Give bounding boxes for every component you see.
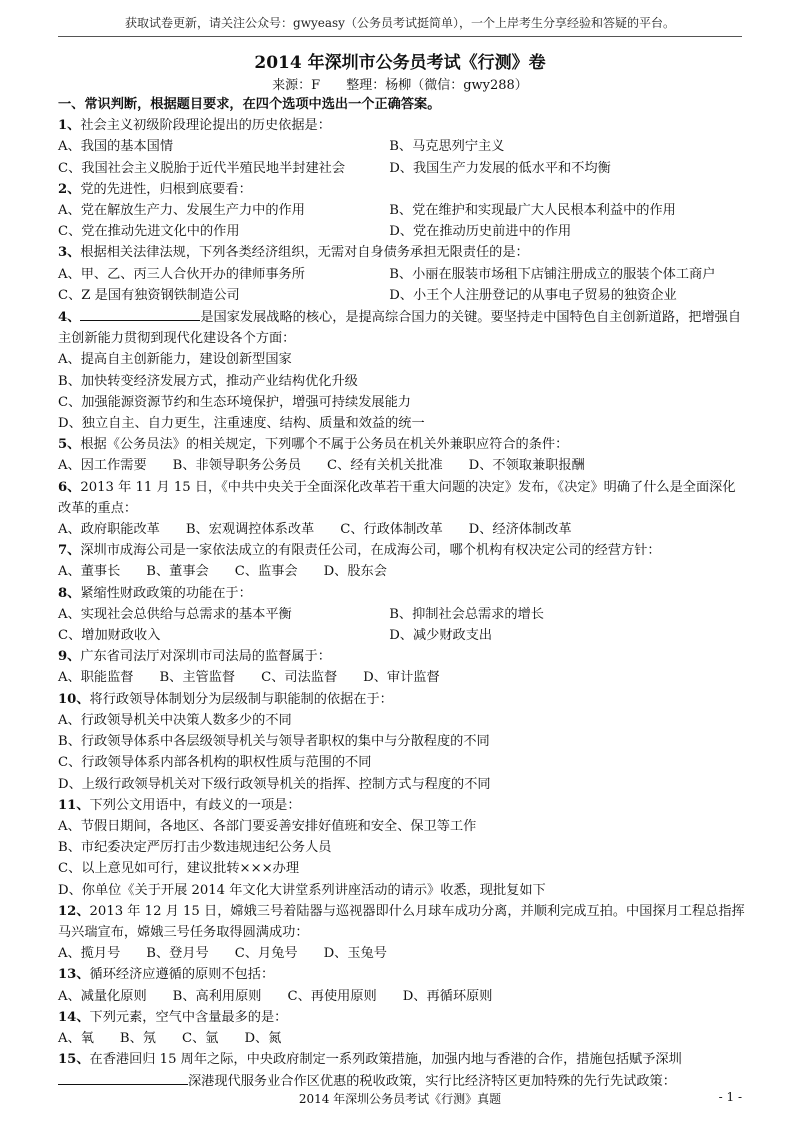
question-4 xyxy=(58,306,748,434)
answer-option: B、小丽在服装市场租下店铺注册成立的服装个体工商户 xyxy=(389,266,716,282)
question-stem xyxy=(58,1049,748,1092)
question-number: 4、 xyxy=(58,310,81,326)
question-number: 13、 xyxy=(58,967,90,983)
fill-blank xyxy=(58,1070,188,1085)
question-stem xyxy=(58,179,748,200)
question-number: 9、 xyxy=(58,649,81,665)
question-3 xyxy=(58,242,748,306)
question-text: 下列元素，空气中含量最多的是： xyxy=(89,1009,288,1025)
question-2 xyxy=(58,179,748,243)
option-list xyxy=(58,136,748,178)
answer-option: A、职能监督 xyxy=(58,670,134,686)
option-list xyxy=(58,349,748,434)
question-number: 7、 xyxy=(58,543,81,559)
answer-option: D、股东会 xyxy=(323,564,387,580)
question-text: 循环经济应遵循的原则不包括： xyxy=(89,967,275,983)
question-number: 1、 xyxy=(58,118,81,134)
question-number: 6、 xyxy=(58,479,81,495)
answer-option: A、实现社会总供给与总需求的基本平衡 xyxy=(58,606,292,622)
question-number: 10、 xyxy=(58,691,90,707)
question-stem xyxy=(58,901,748,943)
answer-option: C、监事会 xyxy=(234,564,298,580)
question-number: 14、 xyxy=(58,1009,90,1025)
answer-option: B、非领导职务公务员 xyxy=(172,458,302,474)
answer-option: D、小王个人注册登记的从事电子贸易的独资企业 xyxy=(389,287,677,303)
answer-option: D、我国生产力发展的低水平和不均衡 xyxy=(389,160,611,176)
option-list xyxy=(58,986,748,1007)
answer-option: D、独立自主、自力更生，注重速度、结构、质量和效益的统一 xyxy=(58,416,425,432)
answer-option: C、党在推动先进文化中的作用 xyxy=(58,224,240,240)
answer-option: D、你单位《关于开展 2014 年文化大讲堂系列讲座活动的请示》收悉，现批复如下 xyxy=(58,882,546,898)
question-stem xyxy=(58,583,748,604)
question-number: 11、 xyxy=(58,797,90,813)
answer-option: B、加快转变经济发展方式，推动产业结构优化升级 xyxy=(58,373,358,389)
option-list xyxy=(58,519,748,540)
answer-option: A、节假日期间，各地区、各部门要妥善安排好值班和安全、保卫等工作 xyxy=(58,818,477,834)
answer-option: C、加强能源资源节约和生态环境保护，增强可持续发展能力 xyxy=(58,394,411,410)
question-15 xyxy=(58,1049,748,1092)
question-text: 广东省司法厅对深圳市司法局的监督属于： xyxy=(80,649,331,665)
answer-option: C、Z 是国有独资钢铁制造公司 xyxy=(58,287,240,303)
question-list xyxy=(58,115,748,1092)
answer-option: D、氮 xyxy=(244,1030,282,1046)
question-text-continued: 深港现代服务业合作区优惠的税收政策，实行比经济特区更加特殊的先行先试政策： xyxy=(188,1074,676,1090)
question-stem xyxy=(58,540,748,561)
answer-option: A、董事长 xyxy=(58,564,121,580)
option-list xyxy=(58,455,748,476)
top-notice: 获取试卷更新，请关注公众号：gwyeasy（公务员考试挺简单），一个上岸考生分享经验和答疑的平台。 xyxy=(125,16,675,30)
section-heading: 一、常识判断，根据题目要求，在四个选项中选出一个正确答案。 xyxy=(58,97,441,112)
answer-option: A、因工作需要 xyxy=(58,458,147,474)
question-text: 在香港回归 15 周年之际，中央政府制定一系列政策措施，加强内地与香港的合作，措施包括赋予深圳 xyxy=(89,1052,682,1068)
answer-option: A、甲、乙、丙三人合伙开办的律师事务所 xyxy=(58,266,305,282)
answer-option: C、以上意见如可行，建议批转×××办理 xyxy=(58,861,300,877)
answer-option: B、氖 xyxy=(119,1030,156,1046)
question-13 xyxy=(58,964,748,1006)
answer-option: B、马克思列宁主义 xyxy=(389,139,505,155)
question-number: 3、 xyxy=(58,245,81,261)
question-number: 12、 xyxy=(58,903,90,919)
question-stem xyxy=(58,646,748,667)
question-6 xyxy=(58,477,748,541)
option-list xyxy=(58,604,748,646)
answer-option: C、增加财政收入 xyxy=(58,628,161,644)
question-text: 2013 年 11 月 15 日，《中共中央关于全面深化改革若干重大问题的决定》发布，《决定》明确了什么是全面深化改革的重点： xyxy=(58,479,736,516)
answer-option: C、我国社会主义脱胎于近代半殖民地半封建社会 xyxy=(58,160,346,176)
question-number: 8、 xyxy=(58,585,81,601)
question-text: 紧缩性财政政策的功能在于： xyxy=(80,585,252,601)
answer-option: D、再循环原则 xyxy=(402,988,493,1004)
question-text: 根据相关法律法规，下列各类经济组织，无需对自身债务承担无限责任的是： xyxy=(80,245,529,261)
answer-option: D、减少财政支出 xyxy=(389,628,493,644)
answer-option: A、政府职能改革 xyxy=(58,522,160,538)
answer-option: D、经济体制改革 xyxy=(468,522,572,538)
question-text: 是国家发展战略的核心，是提高综合国力的关键。要坚持走中国特色自主创新道路，把增强自主创新能力贯彻到现代化建设各个方面： xyxy=(58,310,742,347)
option-list xyxy=(58,710,748,795)
question-5 xyxy=(58,434,748,476)
question-10 xyxy=(58,689,748,795)
page-number: - 1 - xyxy=(718,1090,742,1104)
question-7 xyxy=(58,540,748,582)
answer-option: B、抑制社会总需求的增长 xyxy=(389,606,544,622)
question-stem xyxy=(58,964,748,985)
question-12 xyxy=(58,901,748,965)
question-11 xyxy=(58,795,748,901)
question-text: 根据《公务员法》的相关规定，下列哪个不属于公务员在机关外兼职应符合的条件： xyxy=(80,437,569,453)
question-stem xyxy=(58,434,748,455)
exam-content xyxy=(58,94,748,1093)
answer-option: B、董事会 xyxy=(146,564,209,580)
question-text: 2013 年 12 月 15 日，嫦娥三号着陆器与巡视器即什么月球车成功分离，并顺利完成互拍。中国探月工程总指挥马兴瑞宣布，嫦娥三号任务取得圆满成功： xyxy=(58,903,745,940)
answer-option: C、行政领导体系内部各机构的职权性质与范围的不同 xyxy=(58,755,372,771)
answer-option: A、党在解放生产力、发展生产力中的作用 xyxy=(58,203,305,219)
source-line: 来源：F 整理：杨柳（微信：gwy288） xyxy=(272,78,528,93)
option-list xyxy=(58,561,748,582)
question-number: 5、 xyxy=(58,437,81,453)
question-text: 将行政领导体制划分为层级制与职能制的依据在于： xyxy=(89,691,393,707)
answer-option: C、行政体制改革 xyxy=(340,522,443,538)
question-number: 15、 xyxy=(58,1052,90,1068)
answer-option: B、党在维护和实现最广大人民根本利益中的作用 xyxy=(389,203,676,219)
option-list xyxy=(58,667,748,688)
answer-option: B、宏观调控体系改革 xyxy=(185,522,315,538)
fill-blank xyxy=(80,306,200,321)
answer-option: B、行政领导体系中各层级领导机关与领导者职权的集中与分散程度的不同 xyxy=(58,734,490,750)
header-divider xyxy=(58,36,742,37)
question-stem xyxy=(58,1007,748,1028)
answer-option: B、主管监督 xyxy=(159,670,236,686)
question-14 xyxy=(58,1007,748,1049)
answer-option: A、提高自主创新能力，建设创新型国家 xyxy=(58,352,292,368)
answer-option: D、上级行政领导机关对下级行政领导机关的指挥、控制方式与程度的不同 xyxy=(58,776,491,792)
question-text: 深圳市成海公司是一家依法成立的有限责任公司，在成海公司，哪个机构有权决定公司的经营方针： xyxy=(80,543,661,559)
option-list xyxy=(58,816,748,901)
question-text: 下列公文用语中，有歧义的一项是： xyxy=(89,797,301,813)
answer-option: C、司法监督 xyxy=(261,670,338,686)
question-stem xyxy=(58,689,748,710)
question-stem xyxy=(58,115,748,136)
option-list xyxy=(58,943,748,964)
answer-option: B、市纪委决定严厉打击少数违规违纪公务人员 xyxy=(58,840,332,856)
answer-option: A、我国的基本国情 xyxy=(58,139,174,155)
answer-option: B、登月号 xyxy=(146,946,209,962)
answer-option: C、氩 xyxy=(181,1030,219,1046)
option-list xyxy=(58,200,748,242)
question-8 xyxy=(58,583,748,647)
footer-title: 2014 年深圳公务员考试《行测》真题 xyxy=(298,1092,502,1106)
answer-option: A、揽月号 xyxy=(58,946,121,962)
answer-option: C、再使用原则 xyxy=(287,988,377,1004)
answer-option: A、氧 xyxy=(58,1030,94,1046)
answer-option: A、行政领导机关中决策人数多少的不同 xyxy=(58,712,292,728)
answer-option: A、减量化原则 xyxy=(58,988,147,1004)
answer-option: B、高利用原则 xyxy=(172,988,262,1004)
question-stem xyxy=(58,242,748,263)
question-9 xyxy=(58,646,748,688)
question-text: 社会主义初级阶段理论提出的历史依据是： xyxy=(80,118,331,134)
question-text: 党的先进性，归根到底要看： xyxy=(80,181,252,197)
answer-option: D、党在推动历史前进中的作用 xyxy=(389,224,572,240)
answer-option: D、审计监督 xyxy=(363,670,440,686)
option-list xyxy=(58,1028,748,1049)
answer-option: D、不领取兼职报酬 xyxy=(468,458,585,474)
question-stem xyxy=(58,795,748,816)
question-stem xyxy=(58,306,748,349)
answer-option: D、玉兔号 xyxy=(323,946,387,962)
question-number: 2、 xyxy=(58,181,81,197)
page-title: 2014 年深圳市公务员考试《行测》卷 xyxy=(254,53,546,73)
question-stem xyxy=(58,477,748,519)
option-list xyxy=(58,264,748,306)
answer-option: C、经有关机关批准 xyxy=(327,458,443,474)
question-1 xyxy=(58,115,748,179)
answer-option: C、月兔号 xyxy=(234,946,298,962)
